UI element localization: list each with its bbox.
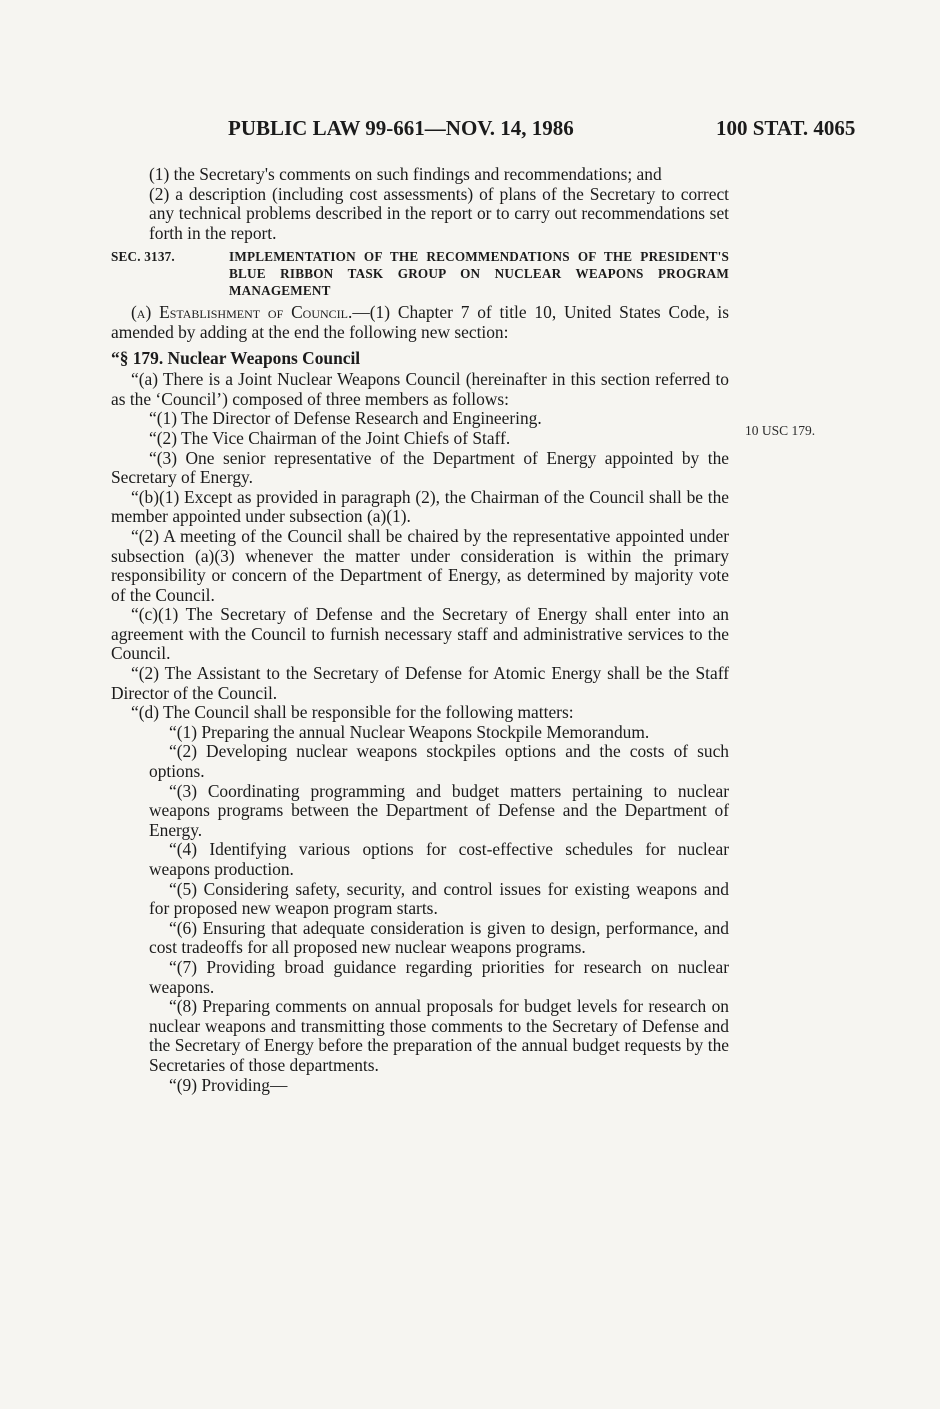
paragraph-2: (2) a description (including cost assessments) of plans of the Secretary to correct any technical problems described in the report or to carry out recommendations set forth in the report. <box>149 183 729 243</box>
paragraph-1: (1) the Secretary's comments on such findings and recommendations; and <box>149 164 662 184</box>
clause-a-3: “(3) One senior representative of the Department of Energy appointed by the Secretary of Energy. <box>111 447 729 488</box>
margin-citation: 10 USC 179. <box>745 423 816 438</box>
clause-c-1: “(c)(1) The Secretary of Defense and the Secretary of Energy shall enter into an agreement with the Council to furnish necessary staff and administrative services to the Council. <box>111 604 729 664</box>
clause-d-6: “(6) Ensuring that adequate consideration is given to design, performance, and cost tradeoffs for all proposed new nuclear weapons programs. <box>149 917 729 958</box>
law-title: PUBLIC LAW 99-661—NOV. 14, 1986 <box>228 116 574 140</box>
clause-d-4: “(4) Identifying various options for cost-effective schedules for nuclear weapons production. <box>149 839 729 879</box>
subsection-a <box>111 303 729 342</box>
document-body <box>111 165 729 1095</box>
running-header <box>0 116 940 146</box>
statute-page-number: 100 STAT. 4065 <box>716 116 856 140</box>
code-section-heading: “§ 179. Nuclear Weapons Council <box>111 347 361 368</box>
clause-a: “(a) There is a Joint Nuclear Weapons Council (hereinafter in this section referred to as the ‘Council’) composed of three members as follows: <box>111 369 729 409</box>
clause-d-5: “(5) Considering safety, security, and control issues for existing weapons and for proposed new weapon program starts. <box>149 878 729 919</box>
clause-d-9: “(9) Providing— <box>169 1074 288 1095</box>
clause-d-7: “(7) Providing broad guidance regarding priorities for research on nuclear weapons. <box>149 956 729 997</box>
clause-b-2: “(2) A meeting of the Council shall be chaired by the representative appointed under subsection (a)(3) whenever the matter under consideration is within the primary responsibility or concern of the Department of Energy, as determined by majority vote of the Council. <box>111 525 729 605</box>
section-number: SEC. 3137. <box>111 249 175 265</box>
clause-d-2: “(2) Developing nuclear weapons stockpiles options and the costs of such options. <box>149 741 729 782</box>
clause-b-1: “(b)(1) Except as provided in paragraph (2), the Chairman of the Council shall be the member appointed under subsection (a)(1). <box>111 486 729 527</box>
section-title: IMPLEMENTATION OF THE RECOMMENDATIONS OF THE PRESIDENT'S BLUE RIBBON TASK GROUP ON NUCLEAR WEAPONS PROGRAM MANAGEMENT <box>229 249 729 299</box>
clause-d-8: “(8) Preparing comments on annual proposals for budget levels for research on nuclear weapons and transmitting those comments to the Secretary of Defense and the Secretary of Energy before the preparation of the annual budget requests by the Secretaries of those departments. <box>149 996 729 1075</box>
section-heading-3137 <box>111 248 729 299</box>
clause-d-3: “(3) Coordinating programming and budget matters pertaining to nuclear weapons programs between the Department of Defense and the Department of Energy. <box>149 780 729 840</box>
clause-a-2: “(2) The Vice Chairman of the Joint Chiefs of Staff. <box>149 427 511 448</box>
subsection-a-heading: (a) Establishment of Council. <box>131 302 353 323</box>
clause-d: “(d) The Council shall be responsible for the following matters: <box>131 702 574 723</box>
clause-c-2: “(2) The Assistant to the Secretary of Defense for Atomic Energy shall be the Staff Director of the Council. <box>111 663 729 703</box>
subsection-a-text: —(1) Chapter 7 of title 10, United States Code, is amended by adding at the end the following new section: <box>111 302 729 342</box>
clause-d-1: “(1) Preparing the annual Nuclear Weapons Stockpile Memorandum. <box>169 721 650 742</box>
clause-a-1: “(1) The Director of Defense Research and Engineering. <box>149 408 542 429</box>
